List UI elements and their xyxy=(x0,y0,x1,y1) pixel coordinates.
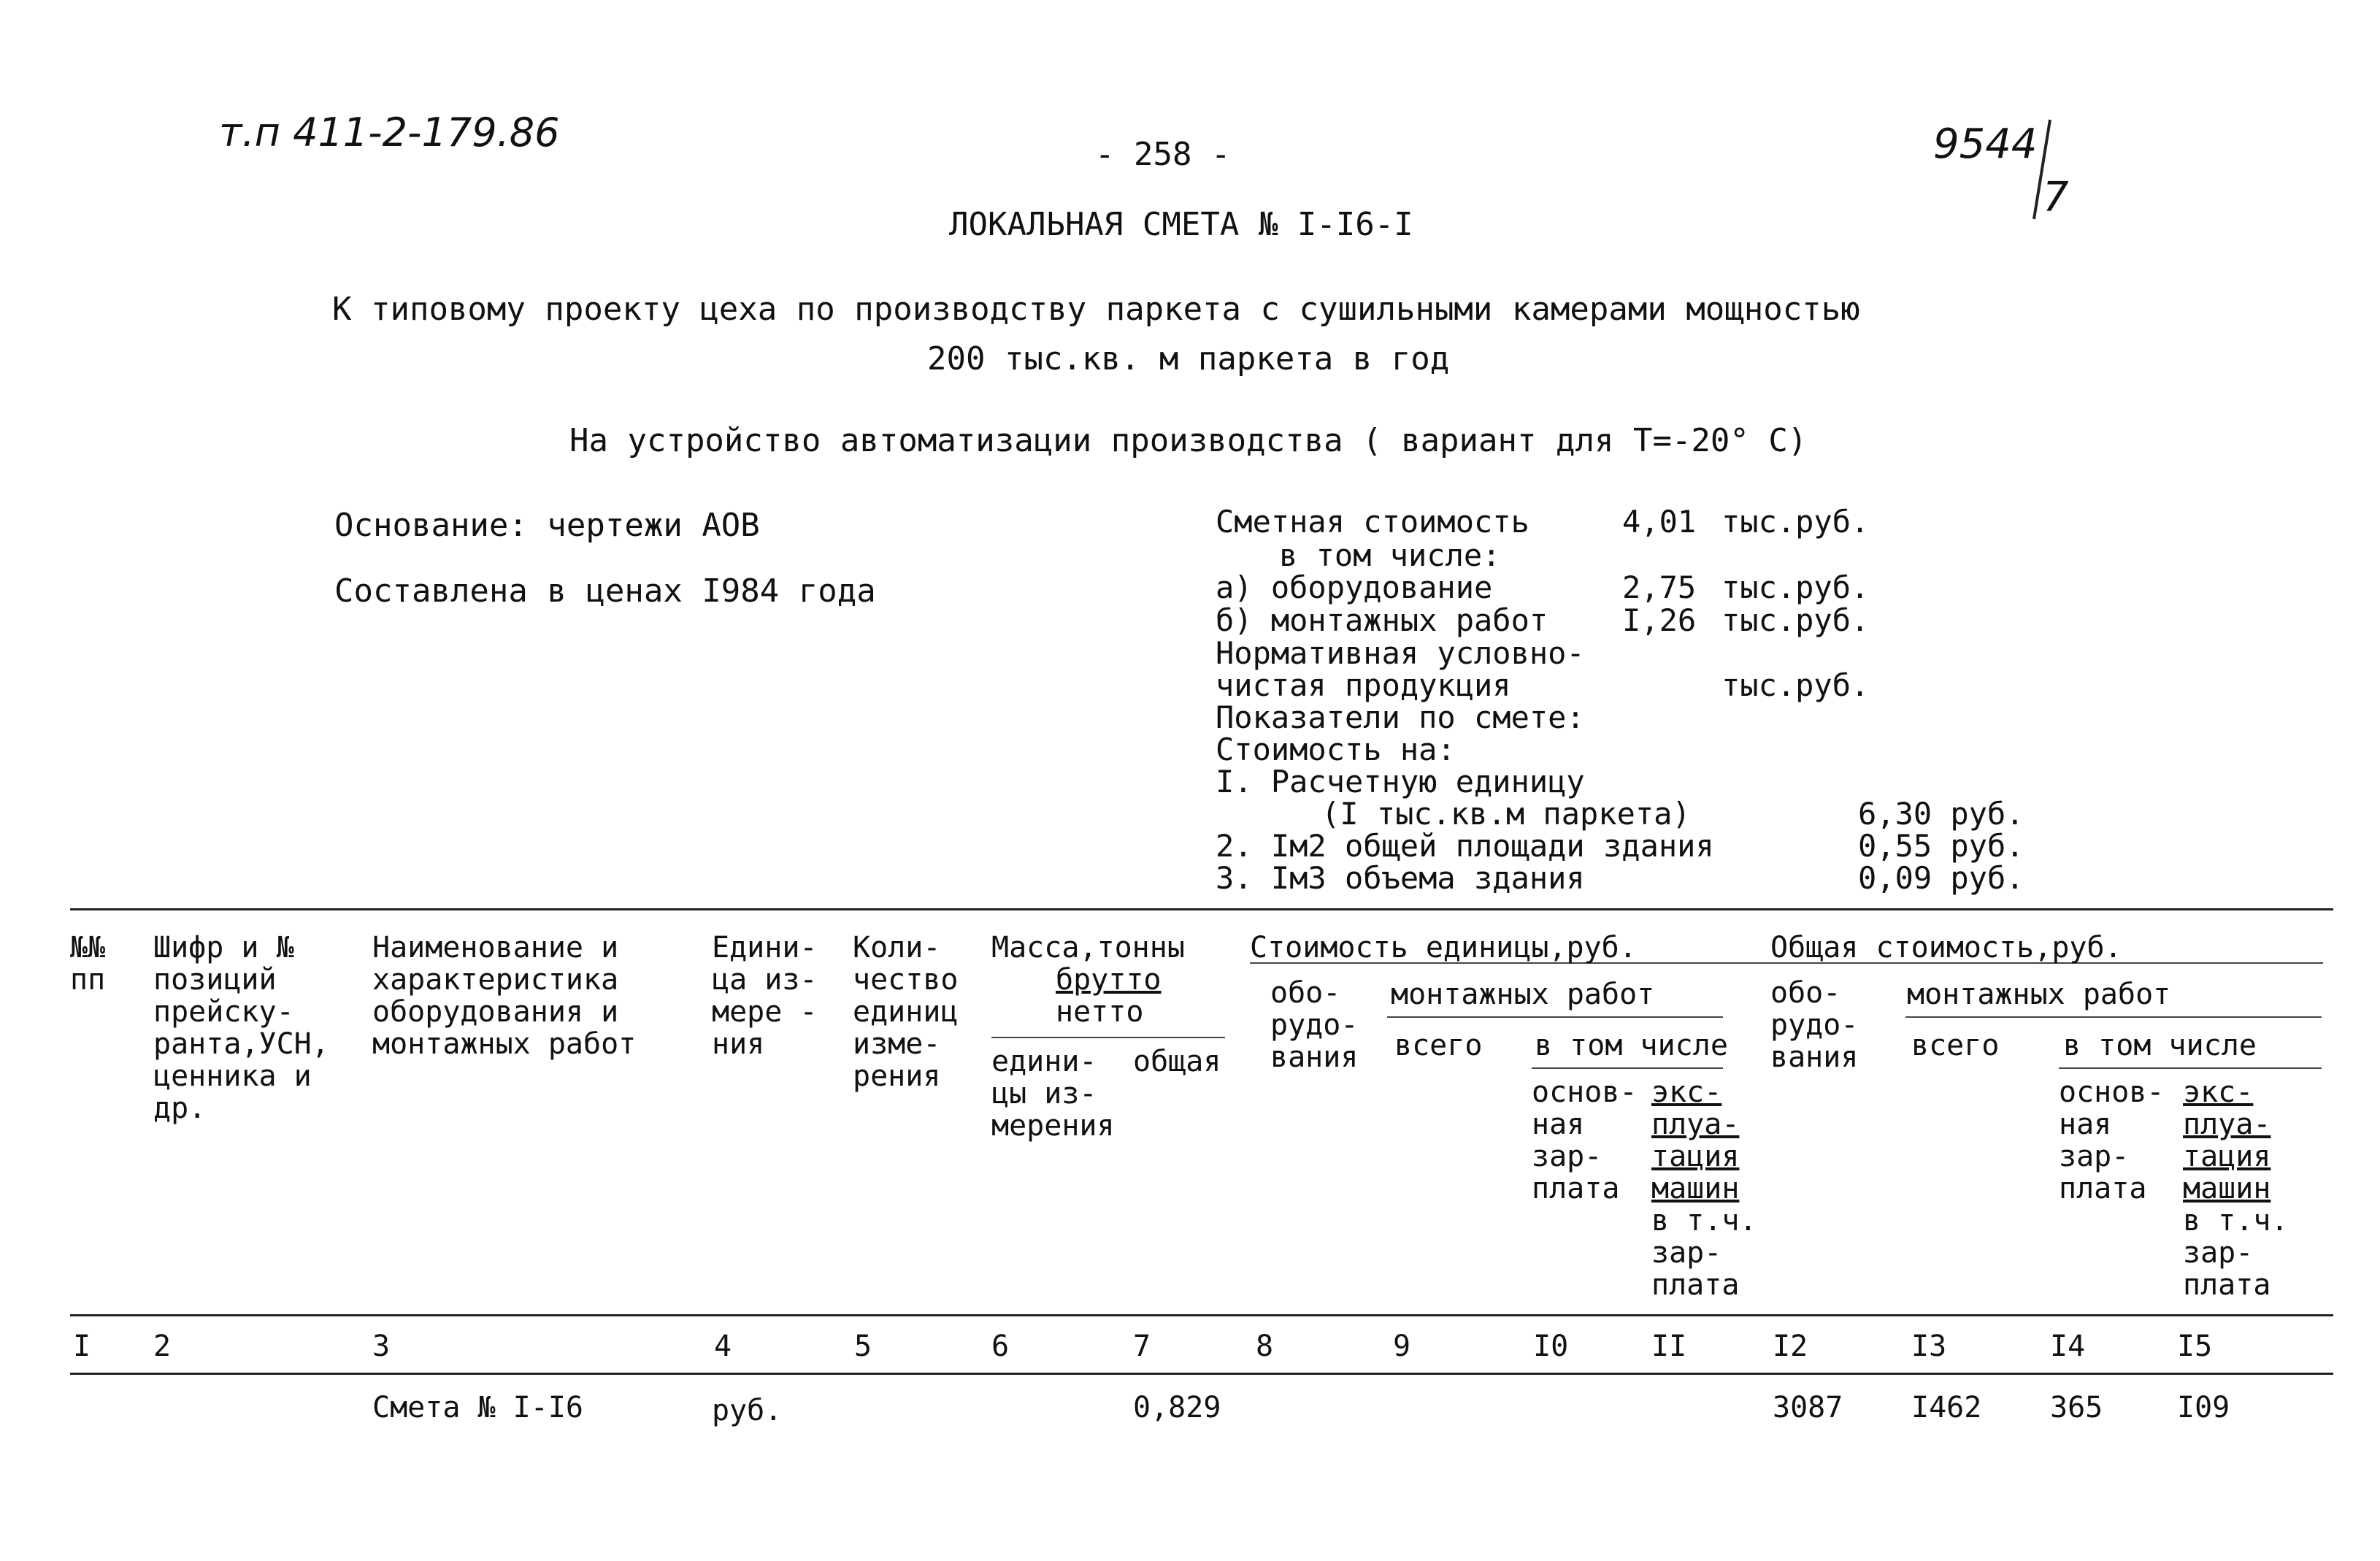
header-total-base-pay: основ- ная зар- плата xyxy=(2059,1075,2165,1205)
project-stamp: т.п 411-2-179.86 xyxy=(219,110,560,156)
header-bottom-rule xyxy=(70,1314,2333,1316)
row-unit: руб. xyxy=(712,1394,783,1427)
cost-including: в том числе: xyxy=(1279,537,1501,573)
header-unit-machine-sub: в т.ч. зар- плата xyxy=(1651,1204,1757,1302)
colnum-13: I3 xyxy=(1911,1330,1947,1363)
header-unit: Едини- ца из- мере - ния xyxy=(712,931,818,1061)
header-total-equipment: обо- рудо- вания xyxy=(1770,976,1859,1074)
colnum-7: 7 xyxy=(1133,1330,1151,1363)
header-unit-install-all: всего xyxy=(1394,1029,1483,1062)
header-total-machine: экс- плуа- тация машин xyxy=(2183,1075,2271,1205)
row-mass-total: 0,829 xyxy=(1133,1391,1221,1424)
normative-label-2: чистая продукция xyxy=(1216,667,1511,703)
header-total-machine-sub: в т.ч. зар- плата xyxy=(2183,1204,2289,1302)
cost-total-value: 4,01 xyxy=(1622,504,1697,540)
subtitle-line-1: К типовому проекту цеха по производству паркета с сушильными камерами мощностью xyxy=(332,291,1860,328)
colnum-10: I0 xyxy=(1533,1330,1569,1363)
header-unit-install: монтажных работ xyxy=(1391,978,1655,1011)
header-unit-base-pay: основ- ная зар- плата xyxy=(1532,1075,1638,1205)
indicator-1-sub: (I тыс.кв.м паркета) xyxy=(1321,796,1691,832)
total-install-rule xyxy=(1905,1016,2322,1018)
prices-text: Составлена в ценах I984 года xyxy=(334,572,876,610)
colnum-1: I xyxy=(73,1330,91,1363)
indicator-3-value: 0,09 руб. xyxy=(1858,860,2024,896)
row-total-base-pay: 365 xyxy=(2050,1391,2103,1424)
indicator-2-label: 2. Iм2 общей площади здания xyxy=(1216,828,1714,864)
page-number: - 258 - xyxy=(1095,136,1231,173)
colnum-4: 4 xyxy=(714,1330,732,1363)
cost-per-label: Стоимость на: xyxy=(1216,732,1456,767)
header-mass-per-unit: едини- цы из- мерения xyxy=(991,1045,1115,1143)
mass-rule xyxy=(991,1037,1225,1038)
header-total-cost: Общая стоимость,руб. xyxy=(1770,931,2122,964)
basis-text: Основание: чертежи АОВ xyxy=(334,507,760,544)
installation-unit: тыс.руб. xyxy=(1721,602,1870,638)
header-unit-equipment: обо- рудо- вания xyxy=(1270,976,1359,1074)
colnum-9: 9 xyxy=(1393,1330,1411,1363)
header-mass-netto: нетто xyxy=(1056,995,1144,1029)
colnum-12: I2 xyxy=(1773,1330,1808,1363)
header-code: Шифр и № позиций прейску- ранта,УСН, ценника и др. xyxy=(153,931,329,1125)
archive-slash xyxy=(2028,117,2057,226)
header-total-install: монтажных работ xyxy=(1907,978,2171,1011)
install-rule xyxy=(1387,1016,1723,1018)
estimate-purpose: На устройство автоматизации производства ( вариант для Т=-20° С) xyxy=(569,422,1808,459)
header-total-incl: в том числе xyxy=(2063,1029,2257,1062)
header-unit-incl: в том числе xyxy=(1535,1029,1728,1062)
header-mass-brutto: брутто xyxy=(1056,963,1162,997)
header-num: №№ пп xyxy=(70,931,106,997)
normative-label-1: Нормативная условно- xyxy=(1216,635,1585,671)
row-total-install: I462 xyxy=(1911,1391,1982,1424)
page-title: ЛОКАЛЬНАЯ СМЕТА № I-I6-I xyxy=(949,206,1413,243)
row-total-equipment: 3087 xyxy=(1773,1391,1843,1424)
row-total-machine: I09 xyxy=(2177,1391,2230,1424)
header-mass-total: общая xyxy=(1133,1045,1221,1078)
header-qty: Коли- чество единиц изме- рения xyxy=(853,931,959,1093)
colnum-bottom-rule xyxy=(70,1373,2333,1375)
incl-rule xyxy=(1532,1067,1723,1069)
header-name: Наименование и характеристика оборудования и монтажных работ xyxy=(372,931,637,1061)
normative-unit: тыс.руб. xyxy=(1721,667,1870,703)
colnum-2: 2 xyxy=(153,1330,172,1363)
equipment-value: 2,75 xyxy=(1622,569,1697,605)
indicator-3-label: 3. Iм3 объема здания xyxy=(1216,860,1585,896)
header-unit-machine: экс- плуа- тация машин xyxy=(1651,1075,1740,1205)
cost-total-unit: тыс.руб. xyxy=(1721,504,1870,540)
colnum-3: 3 xyxy=(372,1330,391,1363)
indicator-2-value: 0,55 руб. xyxy=(1858,828,2024,864)
colnum-8: 8 xyxy=(1256,1330,1274,1363)
colnum-5: 5 xyxy=(854,1330,872,1363)
equipment-unit: тыс.руб. xyxy=(1721,569,1870,605)
colnum-14: I4 xyxy=(2050,1330,2086,1363)
installation-label: б) монтажных работ xyxy=(1216,602,1548,638)
indicators-label: Показатели по смете: xyxy=(1216,699,1585,735)
header-unit-cost: Стоимость единицы,руб. xyxy=(1250,931,1637,964)
row-name: Смета № I-I6 xyxy=(372,1391,583,1424)
subtitle-line-2: 200 тыс.кв. м паркета в год xyxy=(927,340,1450,377)
table-top-rule xyxy=(70,908,2333,910)
archive-number: 9544 xyxy=(1933,120,2038,168)
archive-sheet: 7 xyxy=(2043,174,2069,221)
indicator-1-label: I. Расчетную единицу xyxy=(1216,764,1585,799)
header-total-install-all: всего xyxy=(1911,1029,2000,1062)
cost-total-label: Сметная стоимость xyxy=(1216,504,1529,540)
equipment-label: а) оборудование xyxy=(1216,569,1493,605)
colnum-6: 6 xyxy=(991,1330,1010,1363)
colnum-15: I5 xyxy=(2177,1330,2213,1363)
total-incl-rule xyxy=(2059,1067,2322,1069)
header-mass: Масса,тонны xyxy=(991,931,1185,964)
indicator-1-value: 6,30 руб. xyxy=(1858,796,2024,832)
installation-value: I,26 xyxy=(1622,602,1697,638)
colnum-11: II xyxy=(1651,1330,1687,1363)
